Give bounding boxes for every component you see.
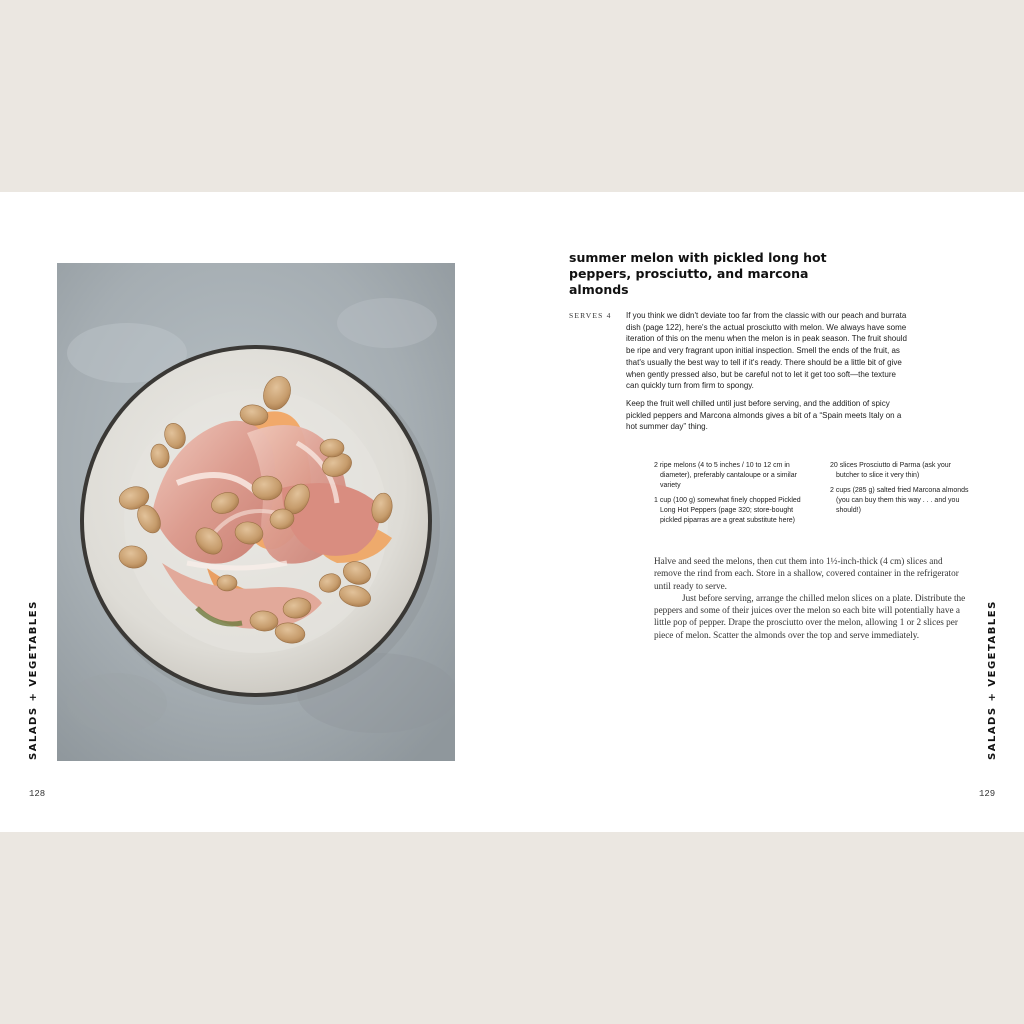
ingredient-item: 2 ripe melons (4 to 5 inches / 10 to 12 cm in diameter), preferably cantaloupe or a similar variety [654, 462, 797, 489]
page-number-left: 128 [29, 789, 46, 799]
ingredient-item: 2 cups (285 g) salted fried Marcona almonds (you can buy them this way . . . and you should!) [830, 487, 969, 514]
ingredient-item: 1 cup (100 g) somewhat finely chopped Pickled Long Hot Peppers (page 320; store-bought pickled piparras are a great substitute here) [654, 497, 801, 524]
ingredient-list [654, 461, 970, 531]
ingredient-column-right [830, 461, 970, 531]
method-paragraph: Halve and seed the melons, then cut them into 1½-inch-thick (4 cm) slices and remove the rind from each. Store in a shallow, covered container in the refrigerator until ready to serve. [654, 556, 959, 591]
ingredient-item: 20 slices Prosciutto di Parma (ask your butcher to slice it very thin) [830, 462, 951, 479]
method-paragraph: Just before serving, arrange the chilled melon slices on a plate. Distribute the peppers and some of their juices over the melon so each bite will potentially have a little pop of pepper. Drape the prosciutto over the melon, allowing 1 or 2 slices per piece of melon. Scatter the almonds over the top and serve immediately. [654, 592, 966, 640]
dish-photo [57, 263, 455, 761]
recipe-title: summer melon with pickled long hot peppers, prosciutto, and marcona almonds [569, 250, 827, 297]
ingredient-column-left [654, 461, 804, 531]
recipe-intro [626, 310, 908, 439]
book-spread [0, 192, 1024, 832]
page-number-right: 129 [979, 789, 996, 799]
dish-photo-illustration [57, 263, 455, 761]
section-label-right: SALADS + VEGETABLES [987, 600, 998, 760]
intro-paragraph: Keep the fruit well chilled until just before serving, and the addition of spicy pickled peppers and Marcona almonds gives a bit of a “Spain meets Italy on a hot summer day” thing. [626, 398, 902, 432]
serves-label: SERVES 4 [569, 311, 612, 320]
recipe-method [654, 555, 970, 641]
intro-paragraph: If you think we didn't deviate too far from the classic with our peach and burrata dish (page 122), here's the actual prosciutto with melon. We always have some iteration of this on the menu when the melon is in peak season. The fruit should be ripe and very fragrant upon initial inspection. Smell the ends of the fruit, as that's usually the best way to tell if it's ready. There should be a little bit of give when gently pressed also, but be careful not to let it get too soft—the texture can quickly turn from firm to spongy. [626, 311, 907, 391]
section-label-left: SALADS + VEGETABLES [28, 600, 39, 760]
